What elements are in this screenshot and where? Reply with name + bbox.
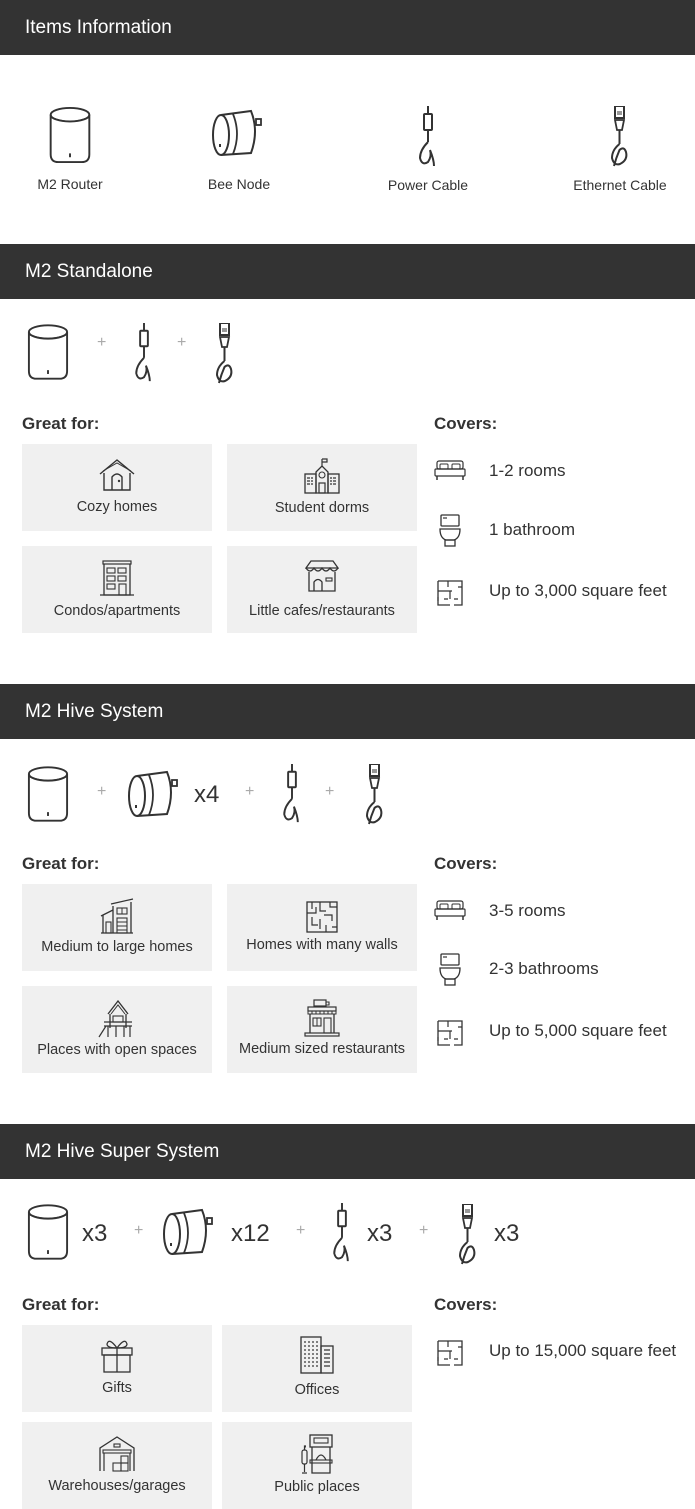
bee-node-icon <box>162 1208 218 1258</box>
floor-plan-icon <box>436 1339 464 1367</box>
item-bee-node <box>199 109 279 192</box>
item-label: Power Cable <box>387 177 469 193</box>
plus-sign: + <box>97 783 107 800</box>
card-gifts <box>22 1325 212 1412</box>
cabin-icon <box>98 1000 136 1038</box>
plus-sign: + <box>245 783 255 800</box>
bed-icon <box>434 459 466 481</box>
card-medium-restaurants <box>227 986 417 1073</box>
card-label: Warehouses/garages <box>48 1478 186 1494</box>
card-label: Offices <box>294 1382 340 1398</box>
card-warehouses-garages <box>22 1422 212 1509</box>
gift-icon <box>101 1339 133 1373</box>
card-label: Places with open spaces <box>37 1042 197 1058</box>
m2-hive-system-header <box>0 684 695 739</box>
cover-text: Up to 3,000 square feet <box>489 581 667 600</box>
m2-standalone-header <box>0 244 695 299</box>
section-title: M2 Standalone <box>25 261 153 282</box>
card-condos-apartments <box>22 546 212 633</box>
power-cable-icon <box>132 323 156 383</box>
ethernet-cable-icon <box>456 1204 480 1266</box>
covers-label: Covers: <box>434 414 498 433</box>
node-quantity: x12 <box>231 1220 270 1247</box>
restaurant-icon <box>304 999 340 1037</box>
router-icon <box>27 1203 69 1261</box>
router-icon <box>27 765 69 823</box>
bee-node-icon <box>127 770 183 820</box>
great-for-label: Great for: <box>22 854 100 873</box>
toilet-icon <box>438 514 462 548</box>
kiosk-icon <box>300 1434 334 1474</box>
ethernet-cable-quantity: x3 <box>494 1220 520 1247</box>
great-for-label: Great for: <box>22 1295 100 1314</box>
covers-label: Covers: <box>434 854 498 873</box>
warehouse-icon <box>98 1436 136 1472</box>
power-cable-icon <box>280 764 304 824</box>
modern-house-icon <box>99 898 135 934</box>
plus-sign: + <box>97 334 107 351</box>
ethernet-cable-icon <box>213 323 237 385</box>
power-cable-icon <box>416 106 440 168</box>
card-label: Public places <box>274 1479 360 1495</box>
card-homes-many-walls <box>227 884 417 971</box>
card-cozy-homes <box>22 444 212 531</box>
cover-text: 3-5 rooms <box>489 901 566 920</box>
cover-text: Up to 5,000 square feet <box>489 1021 667 1040</box>
card-student-dorms <box>227 444 417 531</box>
bee-node-icon <box>211 109 267 159</box>
card-label: Condos/apartments <box>53 603 181 619</box>
floor-walls-icon <box>306 901 338 933</box>
bed-icon <box>434 899 466 921</box>
section-title: M2 Hive System <box>25 701 164 722</box>
office-building-icon <box>299 1336 335 1374</box>
section-title: Items Information <box>25 17 172 38</box>
toilet-icon <box>438 953 462 987</box>
item-power-cable <box>378 106 478 193</box>
card-little-cafes <box>227 546 417 633</box>
router-icon <box>48 106 92 164</box>
cover-text: 2-3 bathrooms <box>489 959 599 978</box>
power-cable-icon <box>330 1203 354 1263</box>
covers-label: Covers: <box>434 1295 498 1314</box>
plus-sign: + <box>296 1222 306 1239</box>
plus-sign: + <box>177 334 187 351</box>
card-label: Student dorms <box>274 500 370 516</box>
house-icon <box>99 459 135 491</box>
m2-hive-super-system-header <box>0 1124 695 1179</box>
card-open-spaces <box>22 986 212 1073</box>
card-label: Homes with many walls <box>246 937 398 953</box>
items-information-header <box>0 0 695 55</box>
ethernet-cable-icon <box>608 106 632 168</box>
great-for-label: Great for: <box>22 414 100 433</box>
section-title: M2 Hive Super System <box>25 1141 220 1162</box>
card-label: Gifts <box>102 1380 132 1396</box>
router-quantity: x3 <box>82 1220 108 1247</box>
apartment-building-icon <box>100 560 134 596</box>
plus-sign: + <box>325 783 335 800</box>
node-quantity: x4 <box>194 781 220 808</box>
item-ethernet-cable <box>565 106 675 193</box>
cover-text: 1 bathroom <box>489 520 575 539</box>
shop-icon <box>305 560 339 592</box>
item-label: M2 Router <box>37 176 103 192</box>
plus-sign: + <box>134 1222 144 1239</box>
card-label: Cozy homes <box>76 499 158 515</box>
item-m2-router <box>30 106 110 192</box>
card-label: Medium sized restaurants <box>238 1041 405 1057</box>
card-public-places <box>222 1422 412 1509</box>
plus-sign: + <box>419 1222 429 1239</box>
card-medium-large-homes <box>22 884 212 971</box>
school-icon <box>303 458 341 494</box>
card-label: Little cafes/restaurants <box>249 603 395 619</box>
item-label: Bee Node <box>207 176 271 192</box>
router-icon <box>27 323 69 381</box>
floor-plan-icon <box>436 1019 464 1047</box>
ethernet-cable-icon <box>363 764 387 826</box>
card-label: Medium to large homes <box>41 939 193 955</box>
cover-text: 1-2 rooms <box>489 461 566 480</box>
cover-text: Up to 15,000 square feet <box>489 1341 677 1360</box>
floor-plan-icon <box>436 579 464 607</box>
card-offices <box>222 1325 412 1412</box>
item-label: Ethernet Cable <box>573 177 667 193</box>
power-cable-quantity: x3 <box>367 1220 393 1247</box>
